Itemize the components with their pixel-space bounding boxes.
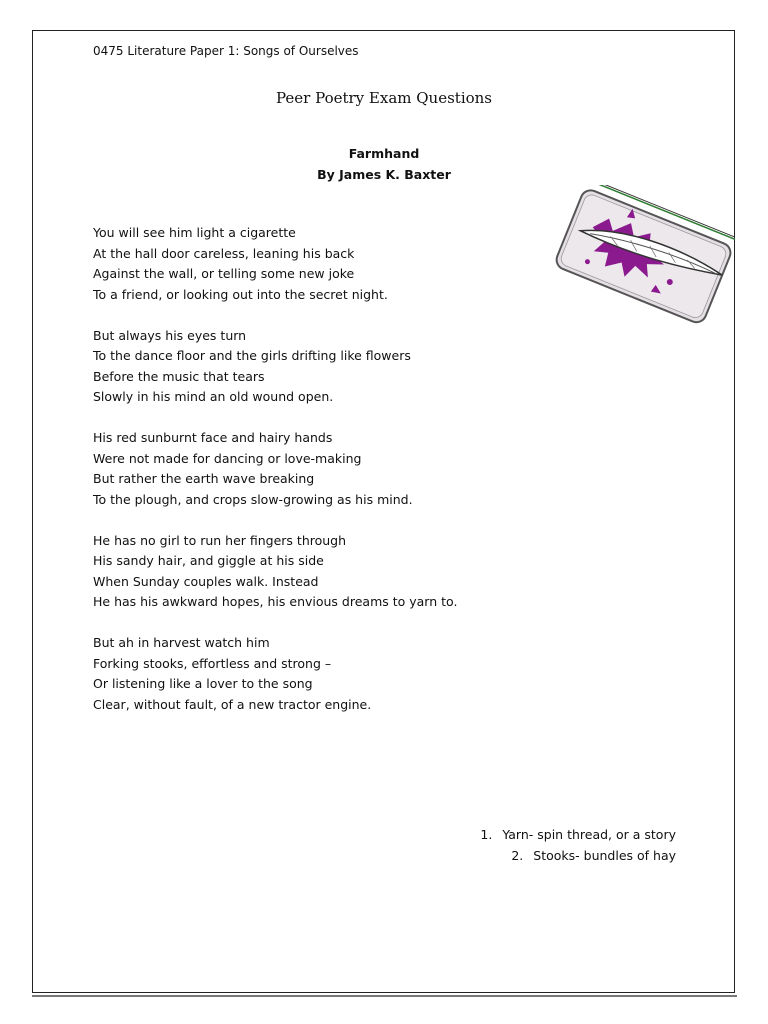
poem-line: To the plough, and crops slow-growing as his mind. [93, 491, 413, 507]
poem-line: At the hall door careless, leaning his back [93, 245, 355, 261]
course-header: 0475 Literature Paper 1: Songs of Ourselves [93, 44, 359, 58]
poem-line: He has no girl to run her fingers through [93, 532, 347, 548]
glossary-number: 2. [511, 848, 524, 863]
poem-line: But rather the earth wave breaking [93, 471, 315, 486]
stanza [93, 428, 533, 510]
poem-line: Clear, without fault, of a new tractor engine. [93, 696, 372, 712]
stanza [93, 531, 533, 613]
glossary-text: Yarn- spin thread, or a story [502, 827, 676, 842]
poem-line: To the dance floor and the girls drifting like flowers [93, 348, 411, 363]
poem-line: Forking stooks, effortless and strong – [93, 655, 332, 671]
poem-line: Against the wall, or telling some new joke [93, 266, 355, 281]
stanza [93, 326, 533, 408]
poem-line: Slowly in his mind an old wound open. [93, 389, 334, 404]
poem-line: His sandy hair, and giggle at his side [93, 553, 324, 568]
poem-line: When Sunday couples walk. Instead [93, 573, 319, 589]
poem-line: But always his eyes turn [93, 327, 247, 343]
poem-line: Or listening like a lover to the song [93, 676, 313, 691]
glossary-number: 1. [480, 827, 493, 842]
poem-line: Before the music that tears [93, 368, 265, 384]
poem-line: To a friend, or looking out into the secret night. [93, 286, 388, 302]
poem-line: He has his awkward hopes, his envious dreams to yarn to. [93, 594, 458, 609]
poem-author: By James K. Baxter [317, 167, 451, 182]
page-border-shadow [32, 995, 737, 997]
stanza [93, 633, 533, 715]
document-title: Peer Poetry Exam Questions [275, 89, 493, 107]
glossary-text: Stooks- bundles of hay [533, 848, 676, 863]
poem-line: Were not made for dancing or love-making [93, 450, 362, 466]
poem-line: You will see him light a cigarette [93, 225, 296, 240]
poem-title: Farmhand [348, 146, 420, 161]
glossary-item [480, 845, 676, 866]
poem-body [93, 223, 533, 736]
glossary-list [480, 824, 676, 866]
quill-pen-icon [545, 185, 735, 330]
stanza [93, 223, 533, 305]
glossary-item [480, 824, 676, 845]
poem-line: But ah in harvest watch him [93, 635, 270, 650]
poem-line: His red sunburnt face and hairy hands [93, 430, 333, 445]
